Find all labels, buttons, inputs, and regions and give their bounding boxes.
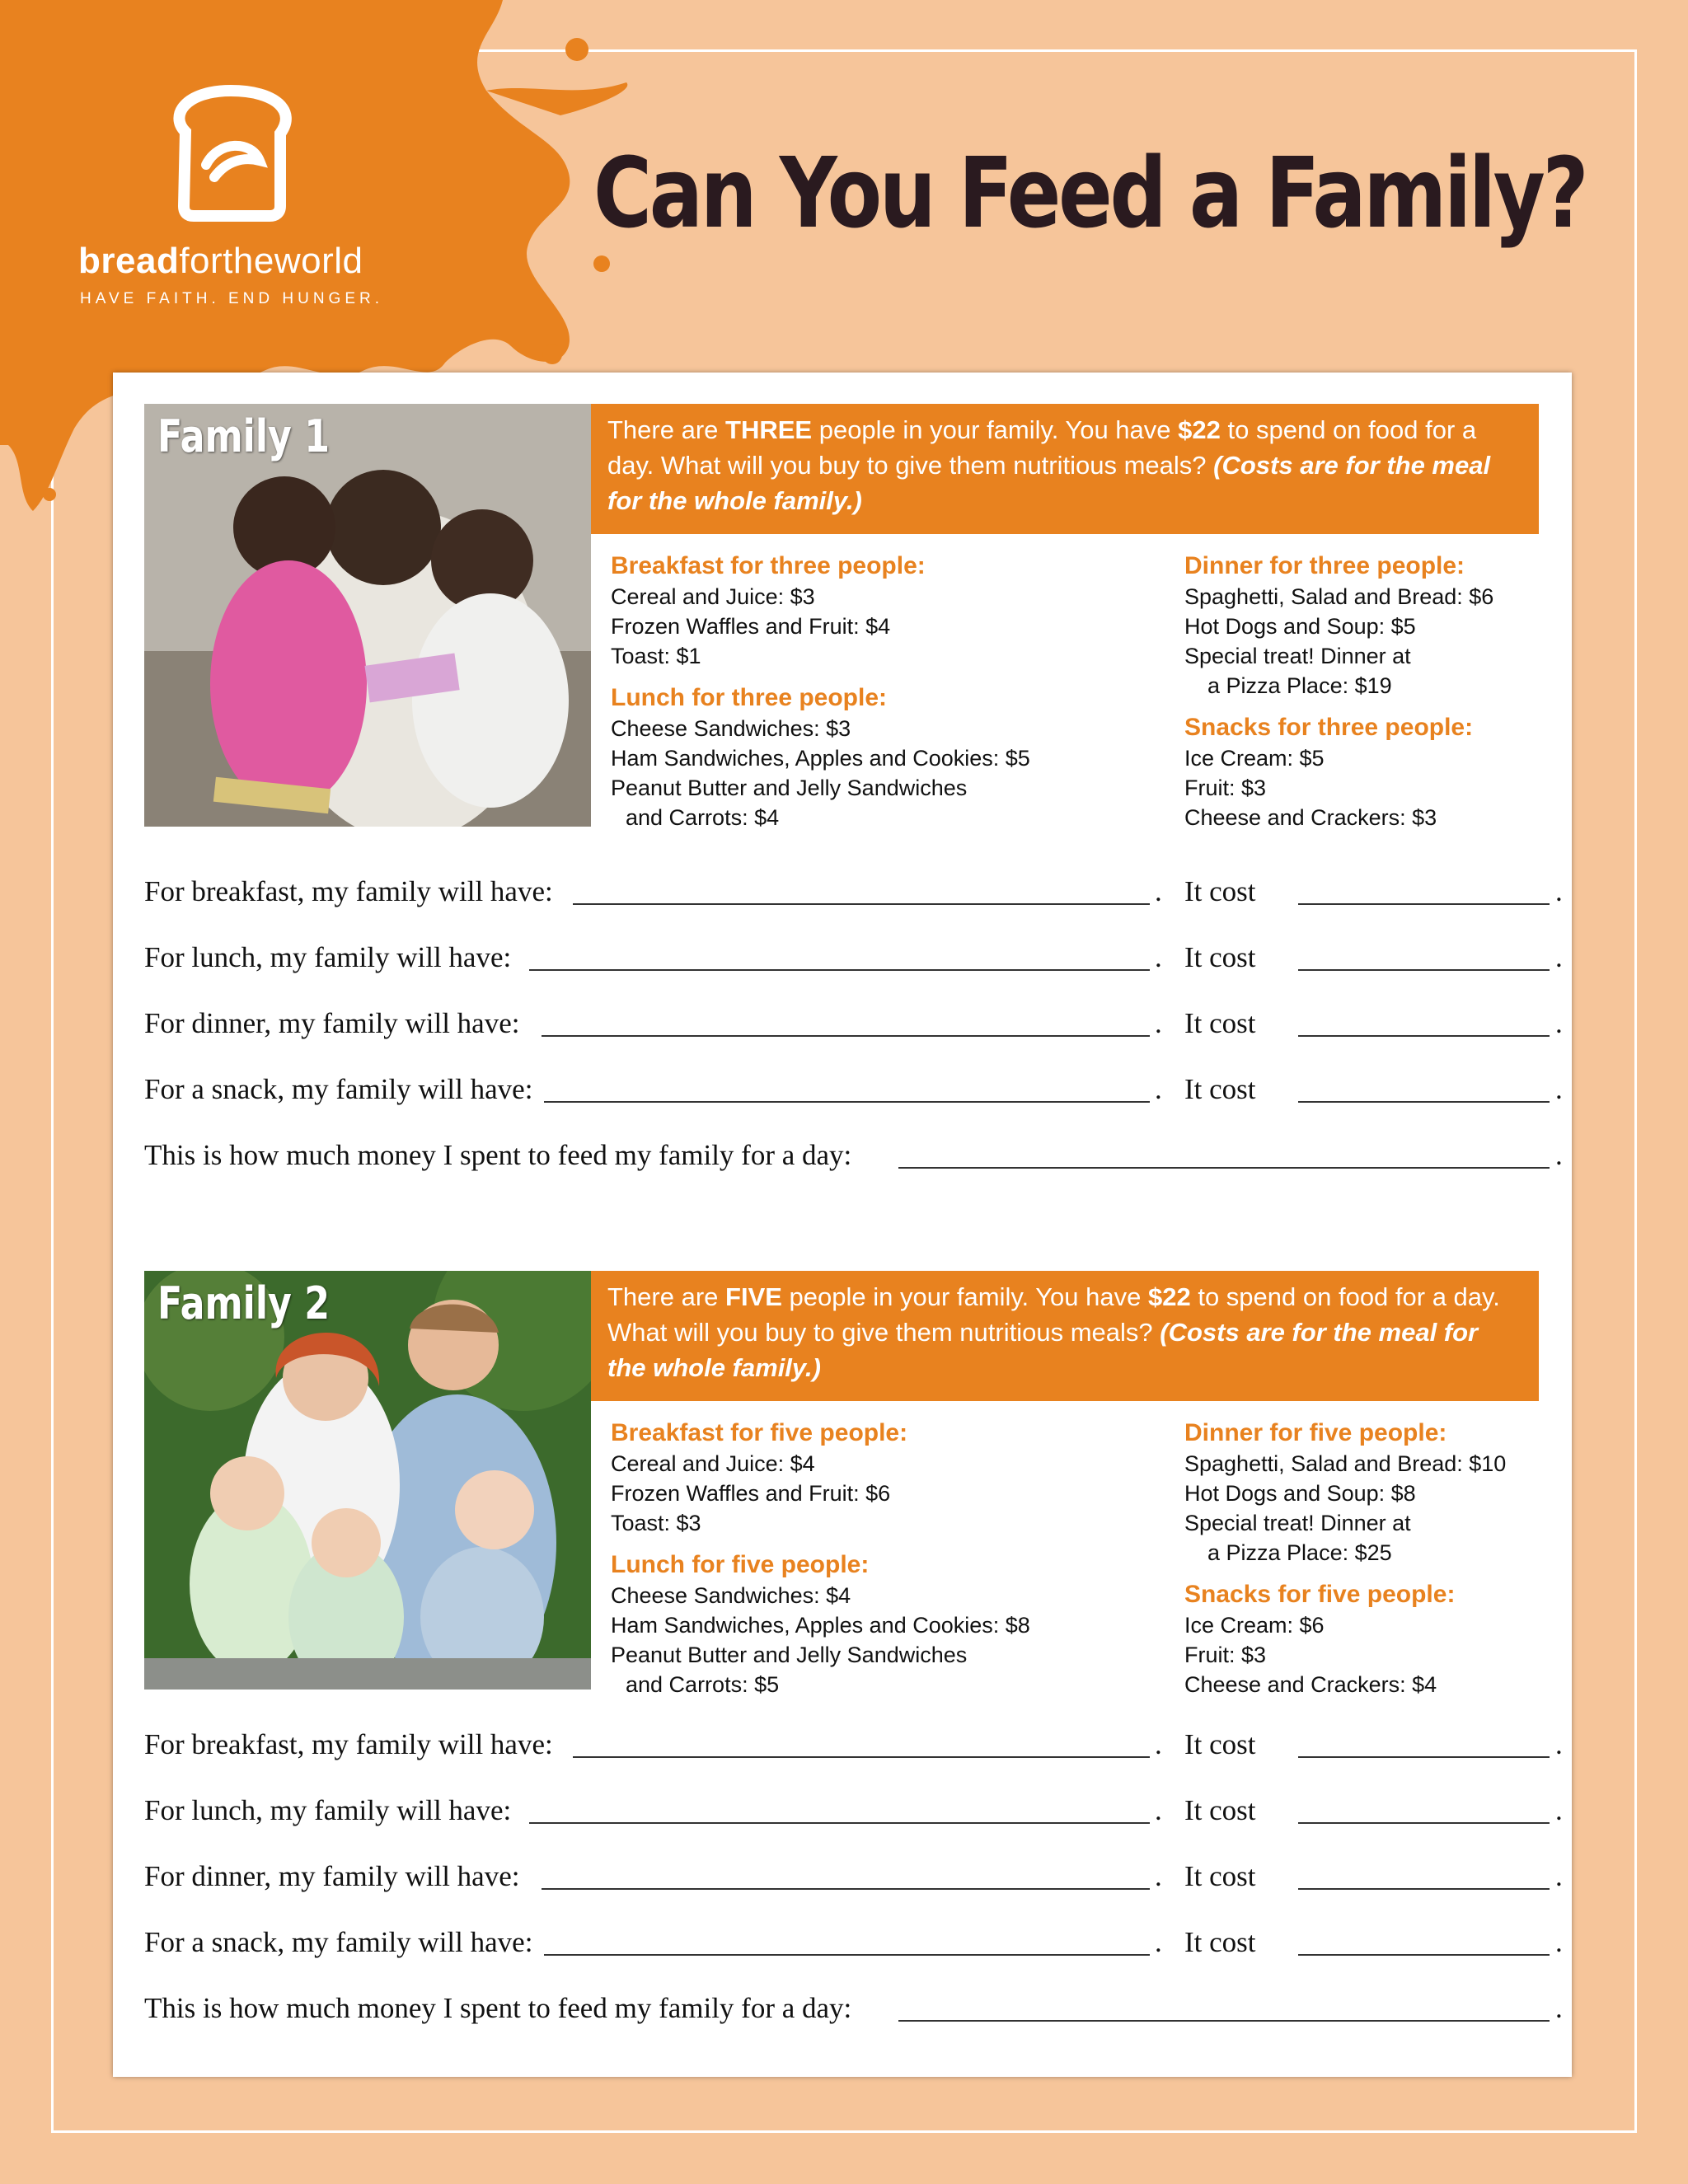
dinner-heading: Dinner for five people: (1184, 1419, 1447, 1446)
total-answer-line[interactable] (898, 1167, 1550, 1169)
total-answer-row: This is how much money I spent to feed my family for a day: . (144, 1139, 1563, 1171)
snack-answer-row: For a snack, my family will have: . It cost . (144, 1073, 1563, 1105)
menu-item: Ice Cream: $5 (1184, 746, 1325, 771)
menu-item: Toast: $1 (611, 644, 701, 668)
family-2-label: Family 2 (157, 1277, 331, 1329)
menu-item: Cereal and Juice: $3 (611, 584, 815, 609)
menu-item: Cheese and Crackers: $3 (1184, 805, 1437, 830)
menu-item: Toast: $3 (611, 1511, 701, 1535)
dinner-cost-line[interactable] (1298, 1888, 1550, 1890)
snack-answer-row: For a snack, my family will have: . It cost . (144, 1926, 1563, 1958)
lunch-cost-line[interactable] (1298, 969, 1550, 971)
family-2-photo (144, 1271, 591, 1690)
menu-item: Peanut Butter and Jelly Sandwiches (611, 1643, 968, 1667)
lunch-cost-line[interactable] (1298, 1822, 1550, 1824)
breakfast-answer-row: For breakfast, my family will have: . It cost . (144, 1728, 1563, 1760)
family-1-photo (144, 404, 591, 827)
snack-answer-line[interactable] (544, 1954, 1150, 1956)
menu-item: Special treat! Dinner at (1184, 1511, 1411, 1535)
menu-item: Cheese Sandwiches: $4 (611, 1583, 851, 1608)
bread-loaf-icon (161, 82, 301, 223)
menu-item: Ham Sandwiches, Apples and Cookies: $5 (611, 746, 1030, 771)
menu-item: a Pizza Place: $19 (1207, 673, 1392, 698)
family-1-label: Family 1 (157, 410, 331, 462)
family-1-intro: There are THREE people in your family. You have $22 to spend on food for a day. What will you buy to give them nutritious meals? (Costs are for the meal for the whole family.) (591, 404, 1539, 534)
menu-item: Frozen Waffles and Fruit: $4 (611, 614, 891, 639)
menu-item: and Carrots: $4 (626, 805, 780, 830)
dinner-answer-row: For dinner, my family will have: . It cost . (144, 1007, 1563, 1039)
dinner-answer-line[interactable] (542, 1035, 1150, 1037)
dinner-cost-line[interactable] (1298, 1035, 1550, 1037)
lunch-answer-row: For lunch, my family will have: . It cost . (144, 1794, 1563, 1826)
breakfast-answer-row: For breakfast, my family will have: . It cost . (144, 875, 1563, 907)
menu-item: and Carrots: $5 (626, 1672, 780, 1697)
breakfast-answer-line[interactable] (573, 1756, 1150, 1758)
lunch-answer-line[interactable] (529, 1822, 1150, 1824)
menu-item: Spaghetti, Salad and Bread: $10 (1184, 1451, 1507, 1476)
snack-cost-line[interactable] (1298, 1954, 1550, 1956)
snacks-heading: Snacks for three people: (1184, 714, 1474, 741)
family-1-dinner-snacks (1184, 551, 1493, 832)
menu-item: Peanut Butter and Jelly Sandwiches (611, 776, 968, 800)
family-2-intro: There are FIVE people in your family. You have $22 to spend on food for a day. What will you buy to give them nutritious meals? (Costs are for the meal for the whole family.) (591, 1271, 1539, 1401)
family-1-breakfast-lunch (611, 551, 1030, 832)
menu-item: Cheese and Crackers: $4 (1184, 1672, 1437, 1697)
menu-item: Hot Dogs and Soup: $5 (1184, 614, 1416, 639)
menu-item: Special treat! Dinner at (1184, 644, 1411, 668)
lunch-answer-row: For lunch, my family will have: . It cost . (144, 941, 1563, 973)
page-title: Can You Feed a Family? (593, 136, 1587, 250)
menu-item: Ham Sandwiches, Apples and Cookies: $8 (611, 1613, 1030, 1638)
menu-item: Fruit: $3 (1184, 776, 1267, 800)
menu-item: Hot Dogs and Soup: $8 (1184, 1481, 1416, 1506)
snacks-heading: Snacks for five people: (1184, 1581, 1456, 1608)
total-answer-row: This is how much money I spent to feed my family for a day: . (144, 1992, 1563, 2024)
menu-item: Cereal and Juice: $4 (611, 1451, 815, 1476)
menu-item: Frozen Waffles and Fruit: $6 (611, 1481, 891, 1506)
lunch-answer-line[interactable] (529, 969, 1150, 971)
menu-item: Spaghetti, Salad and Bread: $6 (1184, 584, 1494, 609)
worksheet-card (113, 373, 1572, 2077)
breakfast-heading: Breakfast for five people: (611, 1419, 908, 1446)
menu-item: Cheese Sandwiches: $3 (611, 716, 851, 741)
snack-cost-line[interactable] (1298, 1101, 1550, 1103)
total-answer-line[interactable] (898, 2020, 1550, 2022)
brand-wordmark: breadfortheworld (78, 241, 363, 281)
menu-item: Fruit: $3 (1184, 1643, 1267, 1667)
breakfast-cost-line[interactable] (1298, 903, 1550, 905)
menu-item: a Pizza Place: $25 (1207, 1540, 1392, 1565)
brand-logo (78, 82, 392, 321)
breakfast-heading: Breakfast for three people: (611, 552, 926, 579)
family-2-dinner-snacks (1184, 1418, 1506, 1699)
dinner-heading: Dinner for three people: (1184, 552, 1465, 579)
lunch-heading: Lunch for five people: (611, 1551, 870, 1578)
menu-item: Ice Cream: $6 (1184, 1613, 1325, 1638)
breakfast-answer-line[interactable] (573, 903, 1150, 905)
brand-tagline: HAVE FAITH. END HUNGER. (80, 290, 384, 307)
lunch-heading: Lunch for three people: (611, 684, 888, 711)
breakfast-cost-line[interactable] (1298, 1756, 1550, 1758)
dinner-answer-line[interactable] (542, 1888, 1150, 1890)
snack-answer-line[interactable] (544, 1101, 1150, 1103)
dinner-answer-row: For dinner, my family will have: . It cost . (144, 1860, 1563, 1892)
family-2-breakfast-lunch (611, 1418, 1030, 1699)
